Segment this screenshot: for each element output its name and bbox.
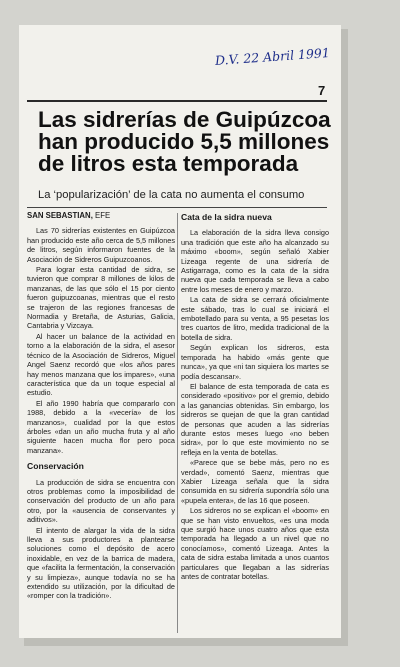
article-paragraph: El intento de alargar la vida de la sidra lleva a sus productores a plantearse soluciones como el depósito de acero inoxidable, en vez de la barrica de madera, que «facilita la fermentación, la conservación y su limpieza», aunque todavía no se ha extendido su utilización, por la dificultad de «romper con la tradición». [27, 525, 175, 601]
article-paragraph: Los sidreros no se explican el «boom» en que se han visto envueltos, «es una moda que surgió hace unos cuatro años que esta temporada ha llegado a un nivel que no conocíamos», comentó Lizeaga. Antes la cata de sidra estaba limitada a unos cuantos particulares que llegaban a las sidrerías antes de contratar botellas. [181, 506, 329, 582]
section-title-cata: Cata de la sidra nueva [181, 212, 272, 222]
article-paragraph: Las 70 sidrerías existentes en Guipúzcoa han producido este año cerca de 5,5 millones de litros, según informaron fuentes de la Asociación de Sidreros Guipuzcoanos. [27, 226, 175, 264]
article-paragraph: Para lograr esta cantidad de sidra, se tuvieron que comprar 8 millones de kilos de manzanas, de las que sólo el 15 por ciento fueron guipuzcoanas, mientras que el resto se trajeron de las regiones francesas de Normadia y Bretaña, de Asturias, Galicia, Cantabria y Vizcaya. [27, 265, 175, 331]
section-title-conservacion: Conservación [27, 461, 84, 472]
headline-line: Las sidrerías de Guipúzcoa [38, 107, 331, 132]
article-paragraph: Al hacer un balance de la actividad en torno a la elaboración de la sidra, el asesor técnico de la Asociación de Sidreros, Miguel Angel Saenz recordó que «los años pares hay menos manzana que los impares», «una característica que da un toque especial al estudio. [27, 331, 175, 398]
top-rule [27, 100, 327, 102]
article-paragraph: La cata de sidra se cerrará oficialmente este sábado, tras lo cual se iniciará el embotellado para su venta, a 95 pesetas los tres cuartos de litro, medida tradicional de la botella de sidra. [181, 295, 329, 342]
page-number: 7 [318, 83, 326, 98]
article-paragraph: Según explican los sidreros, esta temporada ha habido «más gente que nunca», ya que «ni tan siquiera los martes se podía descansar». [181, 343, 329, 381]
article-paragraph: El balance de esta temporada de cata es considerado «positivo» por el gremio, debido a las ganancias obtenidas. Sin embargo, los sidreros se quejan de que la gran cantidad de personas que acuden a las sidrerías durante estos meses luego «no beben sidra», por lo que este movimiento no se refleja en la venta de botellas. [181, 381, 329, 457]
article-paragraph: «Parece que se bebe más, pero no es verdad», comentó Saenz, mientras que Xabier Lizeaga señala que la sidra consumida en su sidrería supondría sólo una «pupela entera», de las 16 que poseen. [181, 458, 329, 505]
article-paragraph: La elaboración de la sidra lleva consigo una tradición que este año ha alcanzado su máximo «boom», según señaló Xabier Lizeaga regente de una sidrería de Astigarraga, como es la cata de la sidra nueva que cada temporada se lleva a cabo entre los meses de enero y marzo. [181, 228, 329, 294]
left-column [27, 211, 175, 602]
headline-line: de litros esta temporada [38, 151, 299, 176]
right-column [181, 211, 329, 582]
subheadline: La ‘popularización’ de la cata no aumenta el consumo [38, 189, 305, 201]
handwritten-date-note: D.V. 22 Abril 1991 [214, 44, 331, 68]
article-paragraph: La producción de sidra se encuentra con otros problemas como la imposibilidad de conservación del producto de un año para otro, por la «ausencia de conservantes y aditivos». [27, 477, 175, 525]
byline: SAN SEBASTIAN, EFE [27, 211, 111, 220]
headline [38, 109, 338, 175]
article-paragraph: El año 1990 habría que compararlo con 1988, debido a la «vecería» de los manzanos», cualidad por la que estos árboles «dan un año mucha fruta y al año siguiente hacen mucha flor pero poca manzana». [27, 398, 175, 455]
subheadline-rule [27, 207, 327, 208]
byline-agency: EFE [95, 211, 111, 220]
column-divider [177, 213, 178, 633]
byline-place: SAN SEBASTIAN [27, 211, 91, 220]
headline-line: han producido 5,5 millones [38, 129, 330, 154]
newspaper-clipping [19, 25, 341, 638]
